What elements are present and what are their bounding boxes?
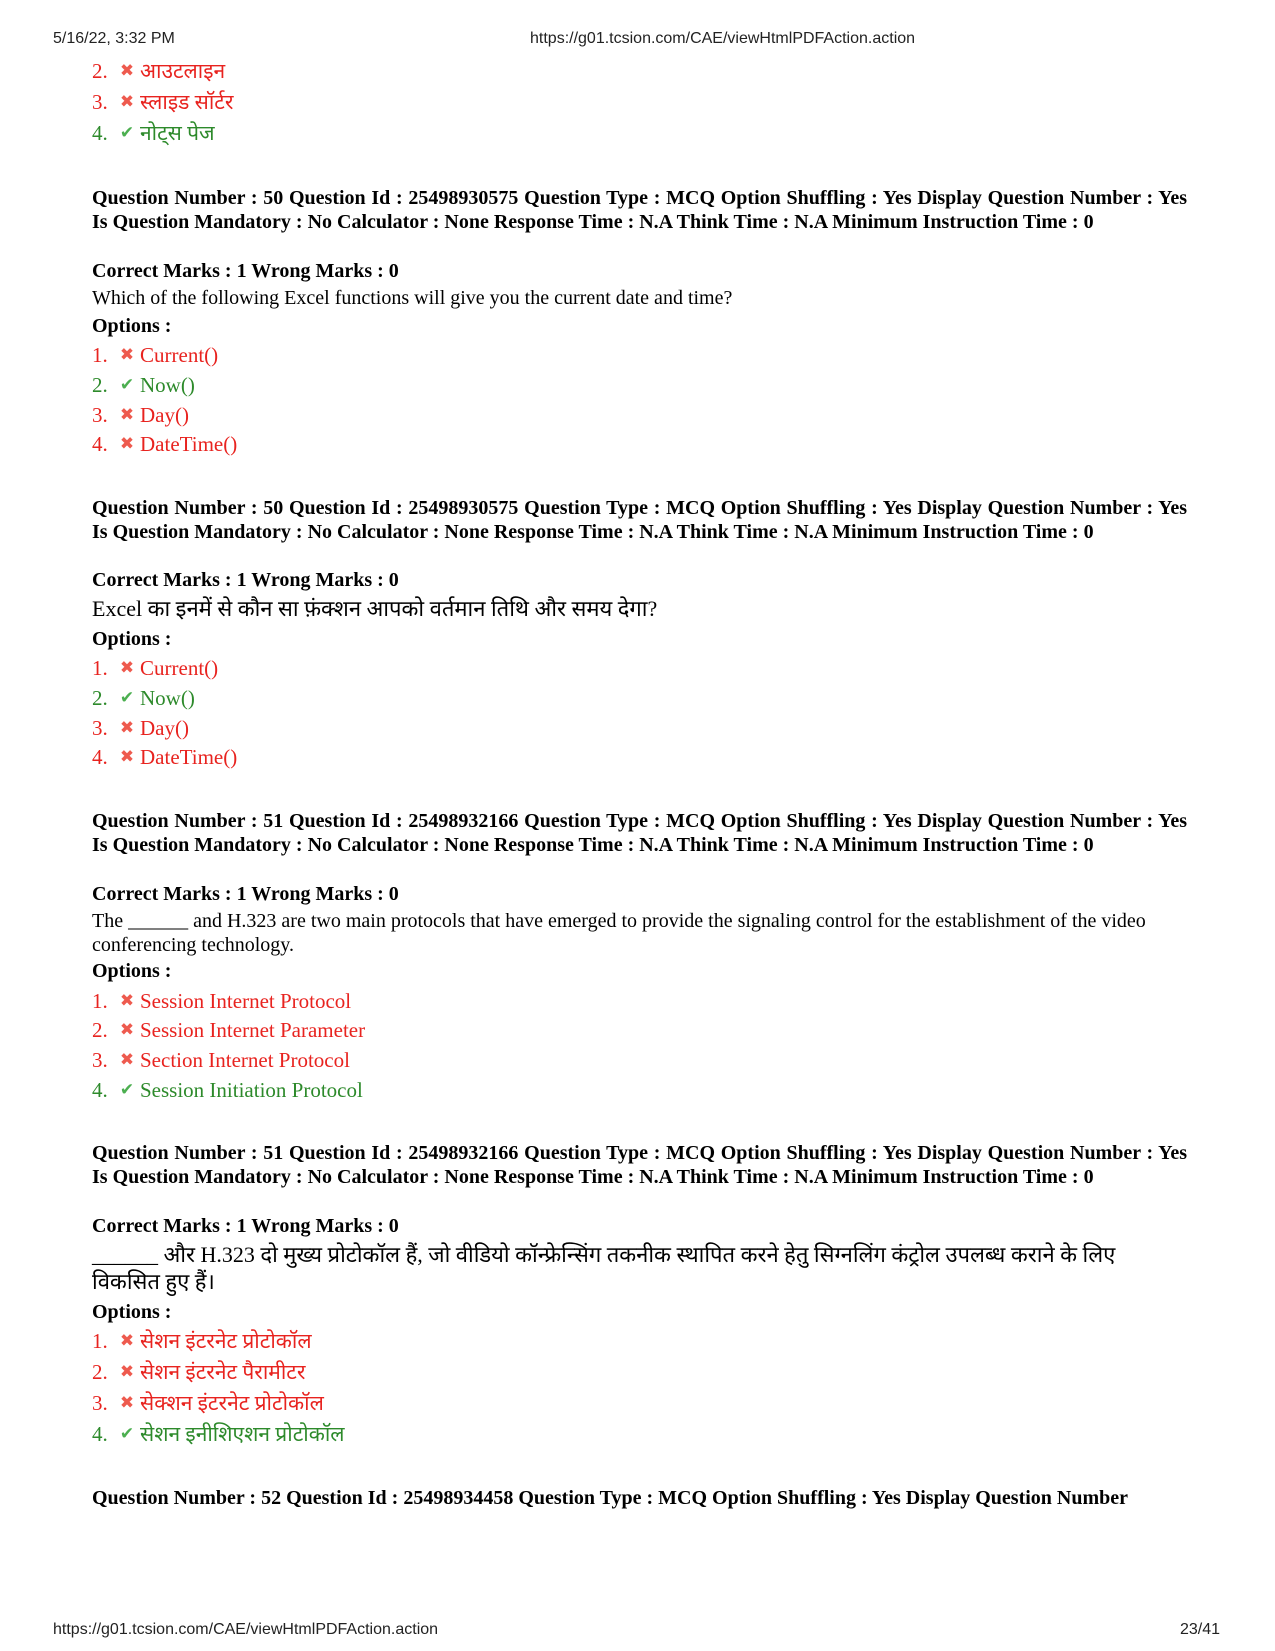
check-mark-icon: ✔ bbox=[119, 1080, 135, 1100]
option-item: 1. ✖ सेशन इंटरनेट प्रोटोकॉल bbox=[92, 1329, 312, 1353]
cross-mark-icon: ✖ bbox=[119, 658, 135, 678]
option-item: 2. ✔ Now() bbox=[92, 686, 195, 710]
check-mark-icon: ✔ bbox=[119, 688, 135, 708]
option-item: 2. ✔ Now() bbox=[92, 373, 195, 397]
question-text: Which of the following Excel functions will give you the current date and time? bbox=[92, 287, 733, 309]
option-item: 1. ✖ Current() bbox=[92, 343, 219, 367]
cross-mark-icon: ✖ bbox=[119, 92, 135, 112]
option-item: 2. ✖ Session Internet Parameter bbox=[92, 1018, 366, 1042]
cross-mark-icon: ✖ bbox=[119, 1050, 135, 1070]
question-meta: Question Number : 51 Question Id : 25498932166 Question Type : MCQ Option Shuffling : Yes Display Question Number : Yes Is Question Mandatory : No Calculator : None Response Time : N.A Think Time : N.A Minimum Instruction Time : 0 bbox=[92, 810, 1187, 856]
cross-mark-icon: ✖ bbox=[119, 61, 135, 81]
option-item: 3. ✖ Section Internet Protocol bbox=[92, 1048, 350, 1072]
option-item: 3. ✖ Day() bbox=[92, 716, 189, 740]
cross-mark-icon: ✖ bbox=[119, 1393, 135, 1413]
question-text: Excel का इनमें से कौन सा फ़ंक्शन आपको वर्तमान तिथि और समय देगा? bbox=[92, 596, 658, 621]
cross-mark-icon: ✖ bbox=[119, 747, 135, 767]
option-item: 4. ✖ DateTime() bbox=[92, 432, 238, 456]
option-item: 4. ✖ DateTime() bbox=[92, 745, 238, 769]
option-item: 3. ✖ Day() bbox=[92, 403, 189, 427]
option-item: 2. ✖ आउटलाइन bbox=[92, 59, 226, 83]
options-label: Options : bbox=[92, 315, 172, 337]
print-header-url: https://g01.tcsion.com/CAE/viewHtmlPDFAction.action bbox=[530, 30, 916, 47]
question-meta: Question Number : 50 Question Id : 25498930575 Question Type : MCQ Option Shuffling : Yes Display Question Number : Yes Is Question Mandatory : No Calculator : None Response Time : N.A Think Time : N.A Minimum Instruction Time : 0 bbox=[92, 187, 1187, 233]
option-item: 4. ✔ सेशन इनीशिएशन प्रोटोकॉल bbox=[92, 1422, 345, 1446]
cross-mark-icon: ✖ bbox=[119, 1331, 135, 1351]
question-marks: Correct Marks : 1 Wrong Marks : 0 bbox=[92, 569, 399, 591]
cross-mark-icon: ✖ bbox=[119, 1020, 135, 1040]
print-footer-url: https://g01.tcsion.com/CAE/viewHtmlPDFAction.action bbox=[53, 1621, 439, 1638]
cross-mark-icon: ✖ bbox=[119, 434, 135, 454]
option-item: 4. ✔ Session Initiation Protocol bbox=[92, 1078, 363, 1102]
cross-mark-icon: ✖ bbox=[119, 405, 135, 425]
question-marks: Correct Marks : 1 Wrong Marks : 0 bbox=[92, 260, 399, 282]
options-label: Options : bbox=[92, 628, 172, 650]
option-item: 3. ✖ सेक्शन इंटरनेट प्रोटोकॉल bbox=[92, 1391, 324, 1415]
page-number: 23/41 bbox=[1180, 1621, 1221, 1638]
check-mark-icon: ✔ bbox=[119, 123, 135, 143]
options-label: Options : bbox=[92, 960, 172, 982]
cross-mark-icon: ✖ bbox=[119, 991, 135, 1011]
cross-mark-icon: ✖ bbox=[119, 1362, 135, 1382]
option-item: 4. ✔ नोट्स पेज bbox=[92, 121, 215, 145]
question-meta: Question Number : 50 Question Id : 25498930575 Question Type : MCQ Option Shuffling : Yes Display Question Number : Yes Is Question Mandatory : No Calculator : None Response Time : N.A Think Time : N.A Minimum Instruction Time : 0 bbox=[92, 497, 1187, 543]
option-item: 3. ✖ स्लाइड सॉर्टर bbox=[92, 90, 234, 114]
options-label: Options : bbox=[92, 1301, 172, 1323]
check-mark-icon: ✔ bbox=[119, 1424, 135, 1444]
cross-mark-icon: ✖ bbox=[119, 345, 135, 365]
question-marks: Correct Marks : 1 Wrong Marks : 0 bbox=[92, 1215, 399, 1237]
question-meta: Question Number : 52 Question Id : 25498934458 Question Type : MCQ Option Shuffling : Yes Display Question Number bbox=[92, 1487, 1129, 1509]
print-datetime: 5/16/22, 3:32 PM bbox=[53, 30, 175, 47]
question-marks: Correct Marks : 1 Wrong Marks : 0 bbox=[92, 883, 399, 905]
question-meta: Question Number : 51 Question Id : 25498932166 Question Type : MCQ Option Shuffling : Yes Display Question Number : Yes Is Question Mandatory : No Calculator : None Response Time : N.A Think Time : N.A Minimum Instruction Time : 0 bbox=[92, 1142, 1187, 1188]
option-item: 2. ✖ सेशन इंटरनेट पैरामीटर bbox=[92, 1360, 306, 1384]
question-text: ______ और H.323 दो मुख्य प्रोटोकॉल हैं, जो वीडियो कॉन्फ्रेन्सिंग तकनीक स्थापित करने हेतु सिग्नलिंग कंट्रोल उपलब्ध कराने के लिए विकसित हुए हैं। bbox=[92, 1242, 1116, 1294]
cross-mark-icon: ✖ bbox=[119, 718, 135, 738]
question-text: The ______ and H.323 are two main protocols that have emerged to provide the signaling control for the establishment of the video conferencing technology. bbox=[92, 910, 1146, 956]
check-mark-icon: ✔ bbox=[119, 375, 135, 395]
option-item: 1. ✖ Session Internet Protocol bbox=[92, 989, 352, 1013]
option-item: 1. ✖ Current() bbox=[92, 656, 219, 680]
